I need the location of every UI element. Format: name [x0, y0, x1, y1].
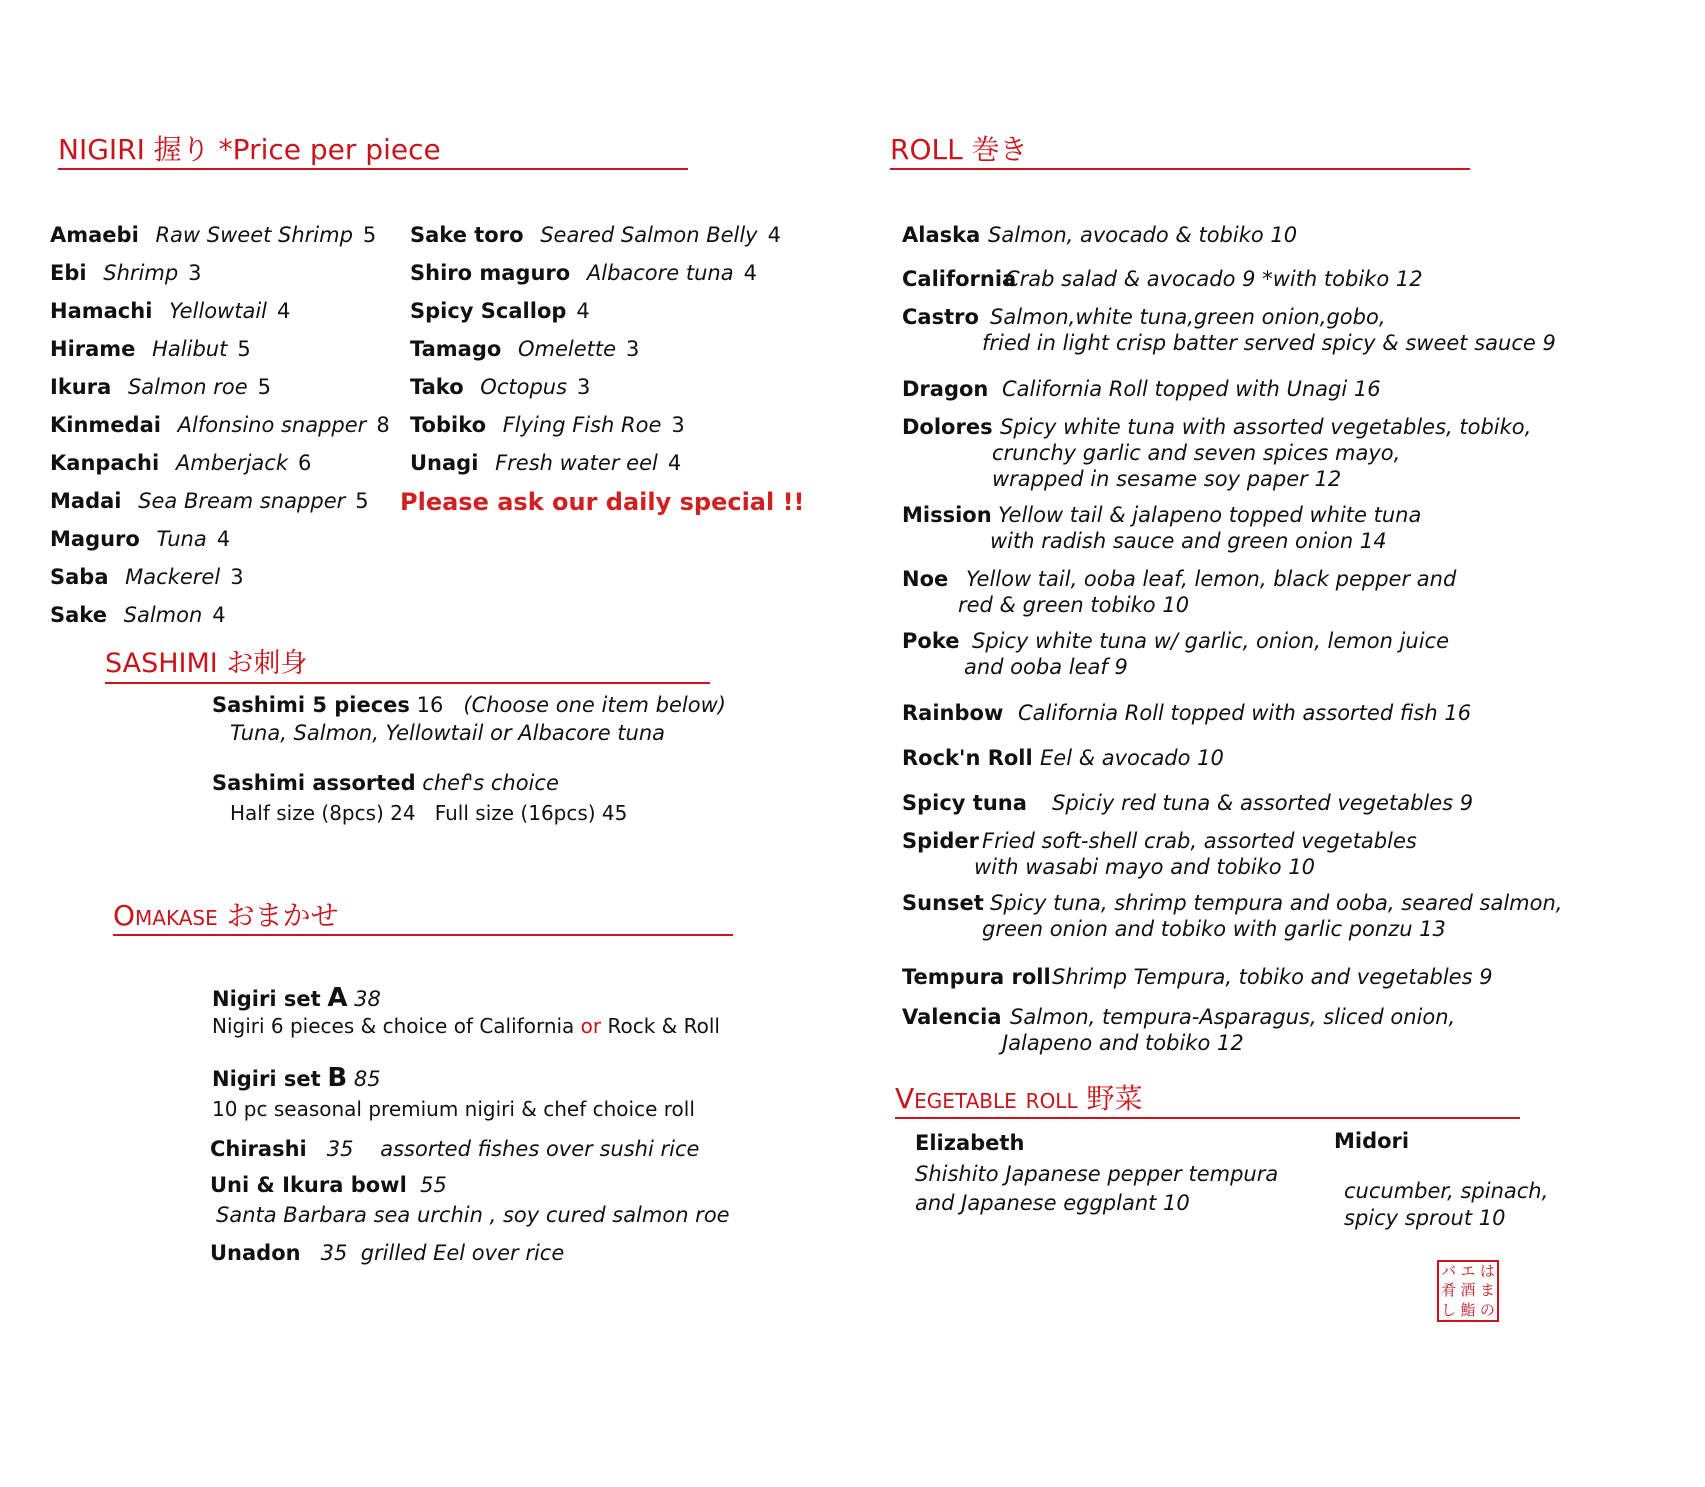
nigiri-item-price: 4 [216, 527, 231, 551]
elizabeth-desc-1: Shishito Japanese pepper tempura [915, 1162, 1279, 1186]
roll-item-desc: crunchy garlic and seven spices mayo, [992, 441, 1401, 465]
roll-item-desc: California Roll topped with assorted fish 16 [1018, 701, 1472, 725]
nigiri-item-name: Kanpachi [50, 451, 160, 475]
elizabeth-name: Elizabeth [915, 1131, 1025, 1155]
nigiri-item-price: 3 [230, 565, 244, 589]
uni-ikura-desc: Santa Barbara sea urchin , soy cured salmon roe [216, 1203, 730, 1227]
roll-item-name: Mission [902, 503, 992, 527]
nigiri-item-name: Tako [410, 375, 464, 399]
sashimi-five-row [212, 692, 726, 718]
sashimi-sizes [230, 800, 627, 826]
roll-item-name: Dragon [902, 377, 989, 401]
nigiri-item-price: 4 [277, 299, 291, 323]
roll-item-desc: with wasabi mayo and tobiko 10 [974, 855, 1316, 879]
unadon-row [210, 1240, 564, 1266]
seal-character: は [1479, 1262, 1495, 1281]
nigiri-item [50, 374, 271, 400]
nigiri-item-desc: Albacore tuna [580, 261, 734, 285]
unadon-desc: grilled Eel over rice [360, 1241, 565, 1265]
nigiri-item [50, 298, 290, 324]
nigiri-item [50, 412, 390, 438]
nigiri-item-name: Saba [50, 565, 109, 589]
nigiri-item-name: Ebi [50, 261, 87, 285]
nigiri-set-b-price: 85 [353, 1067, 381, 1091]
nigiri-item-desc: Omelette [511, 337, 617, 361]
roll-item-desc: Fried soft-shell crab, assorted vegetables [982, 829, 1417, 853]
daily-special-note: Please ask our daily special !! [400, 488, 805, 516]
chirashi-name: Chirashi [210, 1137, 307, 1161]
roll-item-desc: wrapped in sesame soy paper 12 [992, 467, 1342, 491]
sashimi-five-options: Tuna, Salmon, Yellowtail or Albacore tuna [230, 721, 666, 745]
uni-ikura-row [210, 1172, 447, 1198]
sashimi-five-price: 16 [416, 693, 444, 717]
uni-ikura-price: 55 [420, 1173, 447, 1197]
unadon-price: 35 [320, 1241, 348, 1265]
sashimi-assorted-name: Sashimi assorted [212, 771, 416, 795]
roll-item-desc: Yellow tail & jalapeno topped white tuna [998, 503, 1422, 527]
chirashi-desc: assorted fishes over sushi rice [380, 1137, 700, 1161]
nigiri-set-b-letter: B [327, 1063, 348, 1093]
nigiri-item-desc: Alfonsino snapper [170, 413, 367, 437]
sashimi-half-size: Half size (8pcs) 24 [230, 801, 416, 825]
nigiri-item-desc: Fresh water eel [488, 451, 658, 475]
roll-item-name: Alaska [902, 223, 981, 247]
roll-item-desc: fried in light crisp batter served spicy & sweet sauce 9 [982, 331, 1556, 355]
roll-item-name: Noe [902, 567, 949, 591]
nigiri-item-name: Sake toro [410, 223, 524, 247]
uni-ikura-name: Uni & Ikura bowl [210, 1173, 407, 1197]
nigiri-item-price: 3 [577, 375, 591, 399]
seal-character: の [1479, 1300, 1495, 1319]
seal-character: エ [1460, 1262, 1476, 1281]
nigiri-item-name: Hirame [50, 337, 136, 361]
nigiri-item-name: Tamago [410, 337, 502, 361]
seal-character: バ [1441, 1262, 1457, 1281]
nigiri-item-desc: Mackerel [118, 565, 221, 589]
roll-item-desc: California Roll topped with Unagi 16 [1002, 377, 1381, 401]
midori-name: Midori [1334, 1129, 1410, 1153]
roll-item-desc: Salmon,white tuna,green onion,gobo, [990, 305, 1386, 329]
roll-item-name: California [902, 267, 1017, 291]
omakase-heading: Omakase おまかせ [113, 900, 733, 936]
nigiri-item [50, 564, 244, 590]
nigiri-item-name: Kinmedai [50, 413, 161, 437]
nigiri-set-b-desc: 10 pc seasonal premium nigiri & chef choice roll [212, 1097, 695, 1121]
nigiri-item [410, 336, 639, 362]
sashimi-heading: SASHIMI お刺身 [105, 648, 710, 684]
elizabeth-desc-2: and Japanese eggplant 10 [915, 1191, 1190, 1215]
nigiri-item-price: 5 [362, 223, 377, 247]
nigiri-item [50, 222, 376, 248]
nigiri-item-price: 4 [743, 261, 757, 285]
nigiri-item-desc: Yellowtail [162, 299, 267, 323]
seal-character: 鮨 [1460, 1300, 1476, 1319]
nigiri-item-price: 8 [376, 413, 390, 437]
seal-character: し [1441, 1300, 1457, 1319]
roll-item-desc: Crab salad & avocado 9 *with tobiko 12 [1005, 267, 1423, 291]
roll-item-name: Spider [902, 829, 979, 853]
roll-item-desc: Shrimp Tempura, tobiko and vegetables 9 [1052, 965, 1493, 989]
nigiri-item-name: Amaebi [50, 223, 139, 247]
nigiri-item-desc: Shrimp [96, 261, 179, 285]
chirashi-price: 35 [326, 1137, 354, 1161]
roll-item-desc: Yellow tail, ooba leaf, lemon, black pepper and [966, 567, 1457, 591]
nigiri-item-name: Unagi [410, 451, 479, 475]
nigiri-set-a-name: Nigiri set [212, 987, 321, 1011]
roll-item-desc: Spicy white tuna w/ garlic, onion, lemon juice [972, 629, 1450, 653]
nigiri-item [50, 336, 251, 362]
nigiri-set-a-row [212, 985, 381, 1012]
nigiri-item-name: Sake [50, 603, 107, 627]
nigiri-item [410, 298, 590, 324]
nigiri-item-price: 3 [671, 413, 685, 437]
midori-desc-2: spicy sprout 10 [1344, 1206, 1506, 1230]
nigiri-set-a-desc [212, 1013, 720, 1039]
roll-item-desc: and ooba leaf 9 [964, 655, 1128, 679]
chirashi-row [210, 1136, 699, 1162]
roll-item-desc: green onion and tobiko with garlic ponzu 13 [982, 917, 1446, 941]
nigiri-item-name: Spicy Scallop [410, 299, 567, 323]
nigiri-item-price: 6 [298, 451, 312, 475]
nigiri-item-desc: Raw Sweet Shrimp [148, 223, 353, 247]
nigiri-item-name: Maguro [50, 527, 140, 551]
roll-item-name: Castro [902, 305, 979, 329]
restaurant-seal-stamp [1437, 1260, 1499, 1322]
nigiri-item-price: 4 [667, 451, 682, 475]
roll-item-desc: Salmon, tempura-Asparagus, sliced onion, [1010, 1005, 1456, 1029]
nigiri-item-desc: Tuna [149, 527, 207, 551]
nigiri-item-name: Madai [50, 489, 122, 513]
nigiri-set-a-or: or [580, 1014, 602, 1038]
seal-character: ま [1479, 1281, 1495, 1300]
nigiri-item-desc: Salmon [116, 603, 203, 627]
nigiri-item-desc: Halibut [145, 337, 228, 361]
seal-character: 肴 [1441, 1281, 1457, 1300]
nigiri-item [50, 488, 369, 514]
nigiri-item-desc: Octopus [473, 375, 568, 399]
roll-item-name: Rock'n Roll [902, 746, 1033, 770]
roll-item-name: Rainbow [902, 701, 1004, 725]
nigiri-set-a-desc-2: Rock & Roll [607, 1014, 720, 1038]
seal-character: 酒 [1460, 1281, 1476, 1300]
nigiri-item-desc: Seared Salmon Belly [533, 223, 758, 247]
roll-item-name: Dolores [902, 415, 993, 439]
nigiri-item-name: Shiro maguro [410, 261, 571, 285]
roll-item-name: Spicy tuna [902, 791, 1027, 815]
nigiri-item-price: 4 [212, 603, 226, 627]
nigiri-item-desc: Sea Bream snapper [131, 489, 346, 513]
nigiri-item-name: Hamachi [50, 299, 153, 323]
roll-item-desc: Spicy white tuna with assorted vegetables, tobiko, [1000, 415, 1532, 439]
midori-desc-1: cucumber, spinach, [1344, 1179, 1549, 1203]
roll-item-name: Poke [902, 629, 960, 653]
roll-item-desc: Spicy tuna, shrimp tempura and ooba, seared salmon, [990, 891, 1563, 915]
nigiri-item-price: 4 [576, 299, 590, 323]
roll-item-name: Valencia [902, 1005, 1002, 1029]
nigiri-item-name: Ikura [50, 375, 112, 399]
roll-item-desc: with radish sauce and green onion 14 [990, 529, 1387, 553]
sashimi-full-size: Full size (16pcs) 45 [434, 801, 628, 825]
unadon-name: Unadon [210, 1241, 301, 1265]
nigiri-item-name: Tobiko [410, 413, 487, 437]
nigiri-item [410, 374, 590, 400]
nigiri-item [50, 526, 230, 552]
roll-item-desc: Salmon, avocado & tobiko 10 [988, 223, 1298, 247]
nigiri-item [410, 260, 757, 286]
sashimi-five-name: Sashimi 5 pieces [212, 693, 410, 717]
nigiri-item [50, 602, 226, 628]
nigiri-heading: NIGIRI 握り *Price per piece [58, 134, 688, 170]
nigiri-set-a-letter: A [327, 983, 348, 1013]
nigiri-set-b-name: Nigiri set [212, 1067, 321, 1091]
nigiri-item [50, 260, 202, 286]
sashimi-assorted-desc: chef's choice [422, 771, 559, 795]
nigiri-item-price: 3 [188, 261, 202, 285]
nigiri-item [410, 222, 781, 248]
roll-item-name: Sunset [902, 891, 984, 915]
roll-item-desc: red & green tobiko 10 [958, 593, 1190, 617]
nigiri-item-desc: Amberjack [169, 451, 288, 475]
nigiri-item-price: 5 [355, 489, 369, 513]
nigiri-item-price: 5 [257, 375, 272, 399]
roll-item-desc: Jalapeno and tobiko 12 [1002, 1031, 1244, 1055]
nigiri-set-a-price: 38 [354, 987, 381, 1011]
sashimi-assorted-row [212, 770, 559, 796]
nigiri-set-b-row [212, 1065, 381, 1092]
nigiri-item [50, 450, 311, 476]
nigiri-item [410, 412, 685, 438]
sashimi-five-note: (Choose one item below) [463, 693, 726, 717]
nigiri-item-price: 3 [626, 337, 640, 361]
nigiri-item [410, 450, 681, 476]
nigiri-set-a-desc-1: Nigiri 6 pieces & choice of California [212, 1014, 575, 1038]
nigiri-item-desc: Flying Fish Roe [496, 413, 662, 437]
nigiri-item-price: 4 [767, 223, 781, 247]
roll-item-desc: Spiciy red tuna & assorted vegetables 9 [1052, 791, 1474, 815]
nigiri-item-desc: Salmon roe [121, 375, 248, 399]
nigiri-item-price: 5 [237, 337, 251, 361]
vegetable-roll-heading: Vegetable roll 野菜 [895, 1083, 1520, 1119]
roll-item-desc: Eel & avocado 10 [1040, 746, 1224, 770]
roll-item-name: Tempura roll [902, 965, 1051, 989]
roll-heading: ROLL 巻き [890, 134, 1470, 170]
